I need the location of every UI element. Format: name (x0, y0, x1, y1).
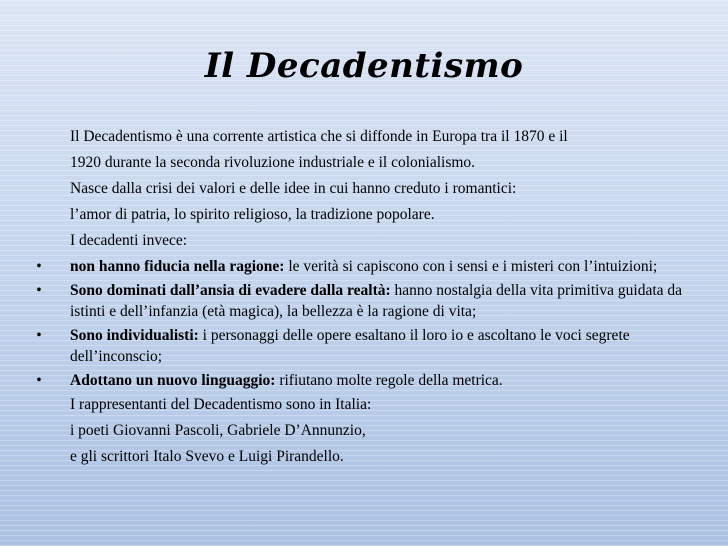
bullet-dot-icon: • (36, 372, 42, 389)
bullet-item (32, 256, 700, 277)
bullet-heading: Adottano un nuovo linguaggio: (70, 372, 276, 389)
bullet-dot-icon: • (36, 327, 42, 344)
closing-line-3: e gli scrittori Italo Svevo e Luigi Pirandello. (70, 448, 344, 465)
bullet-item (32, 370, 700, 391)
closing-line-1: I rappresentanti del Decadentismo sono in Italia: (70, 396, 372, 413)
bullet-item (32, 325, 700, 367)
bullet-dot-icon: • (36, 282, 42, 299)
slide-body (32, 126, 700, 472)
bullet-heading: non hanno fiducia nella ragione: (70, 258, 285, 275)
closing-line-2: i poeti Giovanni Pascoli, Gabriele D’Annunzio, (70, 422, 366, 439)
bullet-text: hanno nostalgia della vita primitiva guidata da istinti e dell’infanzia (età magica), la bellezza è la ragione di vita; (70, 282, 683, 320)
bullet-heading: Sono dominati dall’ansia di evadere dalla realtà: (70, 282, 391, 299)
bullet-heading: Sono individualisti: (70, 327, 199, 344)
intro-line-4: l’amor di patria, lo spirito religioso, la tradizione popolare. (70, 206, 435, 223)
bullet-text: rifiutano molte regole della metrica. (275, 372, 503, 389)
intro-line-5: I decadenti invece: (70, 232, 188, 249)
bullet-text: le verità si capiscono con i sensi e i misteri con l’intuizioni; (284, 258, 658, 275)
intro-line-2: 1920 durante la seconda rivoluzione industriale e il colonialismo. (70, 154, 476, 171)
bullet-text: i personaggi delle opere esaltano il loro io e ascoltano le voci segrete dell’inconscio; (70, 327, 630, 365)
intro-line-1: Il Decadentismo è una corrente artistica che si diffonde in Europa tra il 1870 e il (70, 128, 568, 145)
slide-title: Il Decadentismo (204, 46, 524, 86)
intro-line-3: Nasce dalla crisi dei valori e delle idee in cui hanno creduto i romantici: (70, 180, 517, 197)
bullet-dot-icon: • (36, 258, 42, 275)
bullet-item (32, 280, 700, 322)
